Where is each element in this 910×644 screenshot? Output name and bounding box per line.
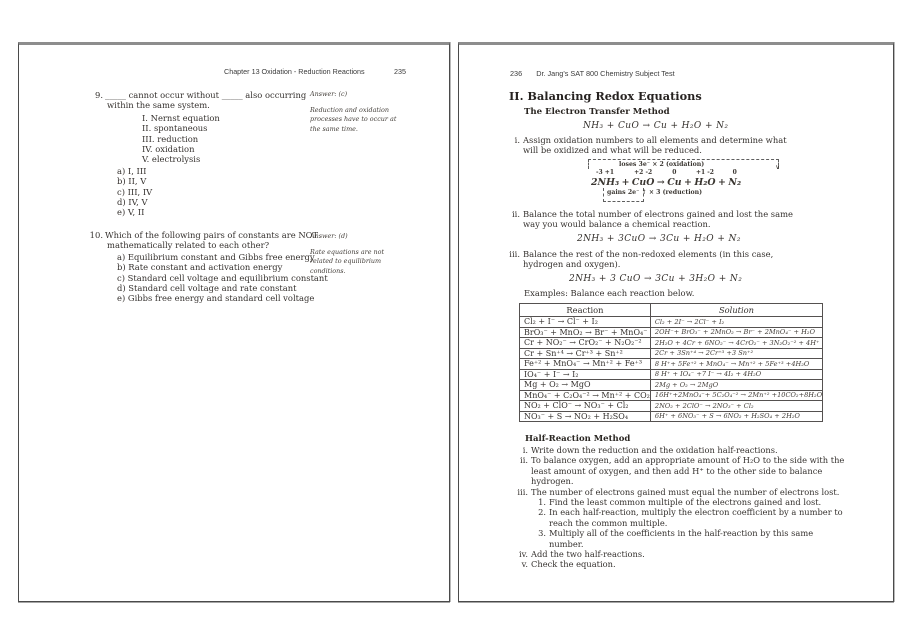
oxidation-numbers: 0 xyxy=(672,169,677,176)
chapter-title: Chapter 13 Oxidation - Reduction Reactions xyxy=(224,67,365,76)
term: Cu xyxy=(667,176,682,188)
roman-item: III. reduction xyxy=(142,133,199,144)
question-10-text-line2: mathematically related to each other? xyxy=(107,240,270,251)
oxidation-numbers: 0 xyxy=(732,169,737,176)
examples-label: Examples: Balance each reaction below. xyxy=(524,288,695,298)
table-row xyxy=(520,348,823,359)
question-9-roman-list xyxy=(142,113,306,165)
step-ii xyxy=(509,209,811,230)
reaction-cell: IO₄⁻ + I⁻ → I₂ xyxy=(520,369,651,380)
question-9-choices xyxy=(117,166,306,218)
reduction-bracket xyxy=(588,188,780,206)
step-iii xyxy=(509,249,791,270)
term: + xyxy=(621,176,630,188)
solution-cell: Cl₂ + 2I⁻ → 2Cl⁻ + I₂ xyxy=(650,317,822,328)
term: N₂ xyxy=(728,176,742,188)
table-row xyxy=(520,390,823,401)
list-subitem xyxy=(529,528,849,549)
subsection-title: The Electron Transfer Method xyxy=(524,107,670,117)
step-marker: ii. xyxy=(511,209,520,219)
list-text: Find the least common multiple of the electrons gained and lost. xyxy=(549,497,822,508)
oxidation-numbers: -3 +1 xyxy=(596,169,615,176)
choice-item: e) Gibbs free energy and standard cell voltage xyxy=(117,293,315,304)
roman-item: II. spontaneous xyxy=(142,123,208,134)
oxidation-numbers: +1 -2 xyxy=(695,169,714,176)
reaction-cell: Cr + Sn⁺⁴ → Cr⁺³ + Sn⁺² xyxy=(520,348,651,359)
electron-transfer-diagram xyxy=(588,159,780,206)
reactions-table xyxy=(519,303,823,422)
list-item xyxy=(511,487,849,497)
table-row xyxy=(520,401,823,412)
equation-term xyxy=(591,169,619,188)
page-left xyxy=(18,42,450,602)
equation-term xyxy=(632,169,654,188)
step-iii-equation: 2NH₃ + 3 CuO → 3Cu + 3H₂O + N₂ xyxy=(569,274,743,284)
reaction-column-header: Reaction xyxy=(520,304,651,317)
table-row xyxy=(520,380,823,391)
half-reaction-list xyxy=(511,445,849,570)
list-item xyxy=(511,455,849,486)
oxidation-bracket xyxy=(588,159,779,169)
oxidation-label: loses 3e⁻ × 2 (oxidation) xyxy=(619,161,705,168)
equation-term xyxy=(667,169,681,188)
step-marker: iii. xyxy=(509,249,520,259)
question-10 xyxy=(89,230,328,304)
choice-item: d) Standard cell voltage and rate constant xyxy=(117,283,297,294)
question-9-text-line1: _____ cannot occur without _____ also occurring xyxy=(105,90,307,100)
roman-item: V. electrolysis xyxy=(142,154,201,165)
step-text: Balance the rest of the non-redoxed elements (in this case, hydrogen and oxygen). xyxy=(523,249,774,270)
choice-item: b) Rate constant and activation energy xyxy=(117,262,283,273)
list-item xyxy=(511,445,849,455)
book-title: Dr. Jang's SAT 800 Chemistry Subject Test xyxy=(536,69,675,78)
list-marker: ii. xyxy=(520,455,528,466)
table-row xyxy=(520,338,823,349)
term: → xyxy=(656,176,665,188)
right-running-header xyxy=(510,69,675,78)
list-text: Write down the reduction and the oxidation half-reactions. xyxy=(531,445,778,455)
choice-item: d) IV, V xyxy=(117,197,148,208)
reaction-cell: BrO₃⁻ + MnO₂ → Br⁻ + MnO₄⁻ xyxy=(520,327,651,338)
list-marker: 3. xyxy=(538,528,546,539)
reduction-label: gains 2e⁻ ↑ × 3 (reduction) xyxy=(607,189,703,196)
solution-cell: 16H⁺+2MnO₄⁻+ 5C₂O₄⁻² → 2Mn⁺² +10CO₂+8H₂O xyxy=(650,390,822,401)
table-header-row xyxy=(520,304,823,317)
list-marker: 2. xyxy=(538,507,546,518)
intro-equation: NH₃ + CuO → Cu + H₂O + N₂ xyxy=(583,121,729,131)
solution-cell: 2H₂O + 4Cr + 6NO₂⁻ → 4CrO₂⁻ + 3N₂O₂⁻² + 4H⁺ xyxy=(650,338,822,349)
reaction-cell: Cr + NO₂⁻ → CrO₂⁻ + N₂O₂⁻² xyxy=(520,338,651,349)
equation-operator xyxy=(682,177,695,189)
page-number-right: 236 xyxy=(510,69,523,78)
solution-cell: 2NO₂ + 2ClO⁻ → 2NO₃⁻ + Cl₂ xyxy=(650,401,822,412)
list-item xyxy=(511,549,849,559)
question-9-text-line2: within the same system. xyxy=(107,100,210,111)
question-10-number: 10. xyxy=(89,230,103,240)
list-item xyxy=(511,559,849,569)
list-text: In each half-reaction, multiply the electron coefficient by a number to reach the common multiple. xyxy=(549,507,843,528)
answer-label: Answer: (d) xyxy=(310,232,348,240)
list-text: To balance oxygen, add an appropriate amount of H₂O to the side with the least amount of oxygen, and then add H⁺ to the other side to balance hydrogen. xyxy=(531,455,845,487)
question-9-answer-note xyxy=(310,90,398,134)
diagram-equation-row xyxy=(588,169,780,188)
term: 2NH₃ xyxy=(591,176,620,188)
question-9 xyxy=(89,90,306,218)
table-row xyxy=(520,369,823,380)
choice-item: c) III, IV xyxy=(117,186,153,197)
roman-item: IV. oxidation xyxy=(142,144,195,155)
reaction-cell: NO₃⁻ + S → NO₂ + H₂SO₄ xyxy=(520,411,651,422)
list-text: Add the two half-reactions. xyxy=(531,549,645,560)
roman-item: I. Nernst equation xyxy=(142,112,220,123)
solution-cell: 8 H⁺+ 5Fe⁺² + MnO₄⁻ → Mn⁺² + 5Fe⁺³ +4H₂O xyxy=(650,359,822,370)
list-marker: i. xyxy=(522,445,528,455)
list-text: Check the equation. xyxy=(531,559,616,570)
term: + xyxy=(684,176,692,188)
table-row xyxy=(520,317,823,328)
choice-item: e) V, II xyxy=(117,207,145,218)
question-9-number: 9. xyxy=(95,90,103,100)
answer-explanation: Reduction and oxidation processes have to occur at the same time. xyxy=(310,106,397,133)
solution-cell: 2Cr + 3Sn⁺⁴ → 2Cr⁺³ +3 Sn⁺² xyxy=(650,348,822,359)
step-i xyxy=(509,135,795,156)
term: + xyxy=(718,176,726,188)
answer-explanation: Rate equations are not related to equilibrium conditions. xyxy=(310,248,385,275)
list-marker: iv. xyxy=(519,549,528,560)
solution-column-header: Solution xyxy=(650,304,822,317)
list-marker: 1. xyxy=(538,497,546,508)
section-title: II. Balancing Redox Equations xyxy=(509,89,702,103)
list-text: The number of electrons gained must equal the number of electrons lost. xyxy=(531,486,840,497)
term: CuO xyxy=(631,176,655,188)
solution-cell: 2OH⁻+ BrO₃⁻ + 2MnO₂ → Br⁻ + 2MnO₄⁻ + H₂O xyxy=(650,327,822,338)
list-subitem xyxy=(529,497,849,507)
reaction-cell: Mg + O₂ → MgO xyxy=(520,380,651,391)
step-ii-equation: 2NH₃ + 3CuO → 3Cu + H₂O + N₂ xyxy=(577,234,741,244)
table-row xyxy=(520,327,823,338)
equation-operator xyxy=(716,177,729,189)
step-marker: i. xyxy=(514,135,520,145)
list-marker: v. xyxy=(521,559,528,570)
step-text: Balance the total number of electrons gained and lost the same way you would balance a chemical reaction. xyxy=(523,209,793,230)
reaction-cell: NO₂ + ClO⁻ → NO₃⁻ + Cl₂ xyxy=(520,401,651,412)
equation-term xyxy=(728,169,741,188)
solution-cell: 2Mg + O₂ → 2MgO xyxy=(650,380,822,391)
reaction-cell: Fe⁺² + MnO₄⁻ → Mn⁺² + Fe⁺³ xyxy=(520,359,651,370)
answer-label: Answer: (c) xyxy=(310,90,348,98)
term: H₂O xyxy=(694,176,716,188)
question-10-answer-note xyxy=(310,232,398,276)
solution-cell: 6H⁺ + 6NO₃⁻ + S → 6NO₂ + H₂SO₄ + 2H₂O xyxy=(650,411,822,422)
choice-item: a) Equilibrium constant and Gibbs free energy xyxy=(117,251,315,262)
equation-operator xyxy=(654,177,667,189)
question-10-text-line1: Which of the following pairs of constants are NOT xyxy=(105,230,319,240)
choice-item: b) II, V xyxy=(117,176,147,187)
table-row xyxy=(520,411,823,422)
solution-cell: 8 H⁺ + IO₄⁻ +7 I⁻ → 4I₂ + 4H₂O xyxy=(650,369,822,380)
left-running-header xyxy=(224,67,406,76)
reaction-cell: MnO₄⁻ + C₂O₄⁻² → Mn⁺² + CO₂ xyxy=(520,390,651,401)
choice-item: a) I, III xyxy=(117,165,147,176)
list-text: Multiply all of the coefficients in the half-reaction by this same number. xyxy=(549,528,814,549)
question-10-choices xyxy=(117,252,328,304)
table-row xyxy=(520,359,823,370)
equation-term xyxy=(694,169,715,188)
step-text: Assign oxidation numbers to all elements and determine what will be oxidized and what will be reduced. xyxy=(523,135,787,156)
list-subitem xyxy=(529,507,849,528)
oxidation-numbers: +2 -2 xyxy=(634,169,653,176)
equation-operator xyxy=(619,177,632,189)
half-reaction-heading: Half-Reaction Method xyxy=(525,434,631,444)
reaction-cell: Cl₂ + I⁻ → Cl⁻ + I₂ xyxy=(520,317,651,328)
list-marker: iii. xyxy=(517,486,528,497)
down-arrow-icon: ∨ xyxy=(775,163,780,171)
page-number-left: 235 xyxy=(394,67,406,76)
choice-item: c) Standard cell voltage and equilibrium constant xyxy=(117,272,328,283)
page-right xyxy=(458,42,894,602)
